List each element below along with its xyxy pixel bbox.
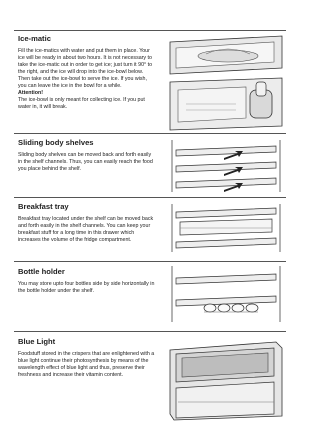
section-heading: Breakfast tray — [18, 202, 69, 211]
section-blue-light — [18, 338, 156, 379]
section-body: Foodstuff stored in the crispers that are enlightened with a blue light continue their photosynthesis by means of the wavelength effect of blue light and thus, preserve their freshness and increase their vitamin content. — [18, 351, 155, 379]
section-divider — [14, 197, 286, 198]
section-body: Fill the ice-matics with water and put them in place. Your ice will be ready in about two hours. It is not necessary to take the ice-matic out in order to get ice; just turn it 90° to the right, and the ice will drop into the ice-bowl below. Then take out the ice-bowl to serve the ice. If you wish, you can leave the ice in the bowl for a while. — [18, 48, 153, 90]
section-heading: Ice-matic — [18, 34, 51, 43]
bottle-holder-illustration — [166, 264, 286, 324]
section-ice-matic — [18, 35, 156, 111]
attention-label: Attention! — [18, 90, 44, 97]
section-body: You may store upto four bottles side by side horizontally in the bottle holder under the shelf. — [18, 281, 155, 295]
section-body: Sliding body shelves can be moved back and forth easily in the shelf channels. Thus, you can easily reach the food you place behind the shelf. — [18, 152, 153, 173]
section-body: Breakfast tray located under the shelf can be moved back and forth easily in the shelf channels. You can keep your breakfast stuff for a long time in this drawer which increases the volume of the fridge compartment. — [18, 216, 154, 244]
section-sliding-shelves — [18, 139, 156, 173]
section-divider — [14, 261, 286, 262]
section-breakfast-tray — [18, 203, 156, 244]
blue-light-crisper-illustration — [166, 338, 286, 422]
section-divider — [14, 30, 286, 31]
breakfast-tray-illustration — [166, 202, 286, 254]
sliding-shelves-illustration — [166, 138, 286, 194]
section-divider — [14, 331, 286, 332]
section-heading: Sliding body shelves — [18, 138, 94, 147]
ice-matic-illustration — [166, 34, 286, 132]
section-divider — [14, 133, 286, 134]
section-bottle-holder — [18, 268, 156, 295]
section-heading: Blue Light — [18, 337, 56, 346]
attention-text: The ice-bowl is only meant for collecting ice. If you put water in, it will break. — [18, 97, 145, 111]
section-heading: Bottle holder — [18, 267, 65, 276]
